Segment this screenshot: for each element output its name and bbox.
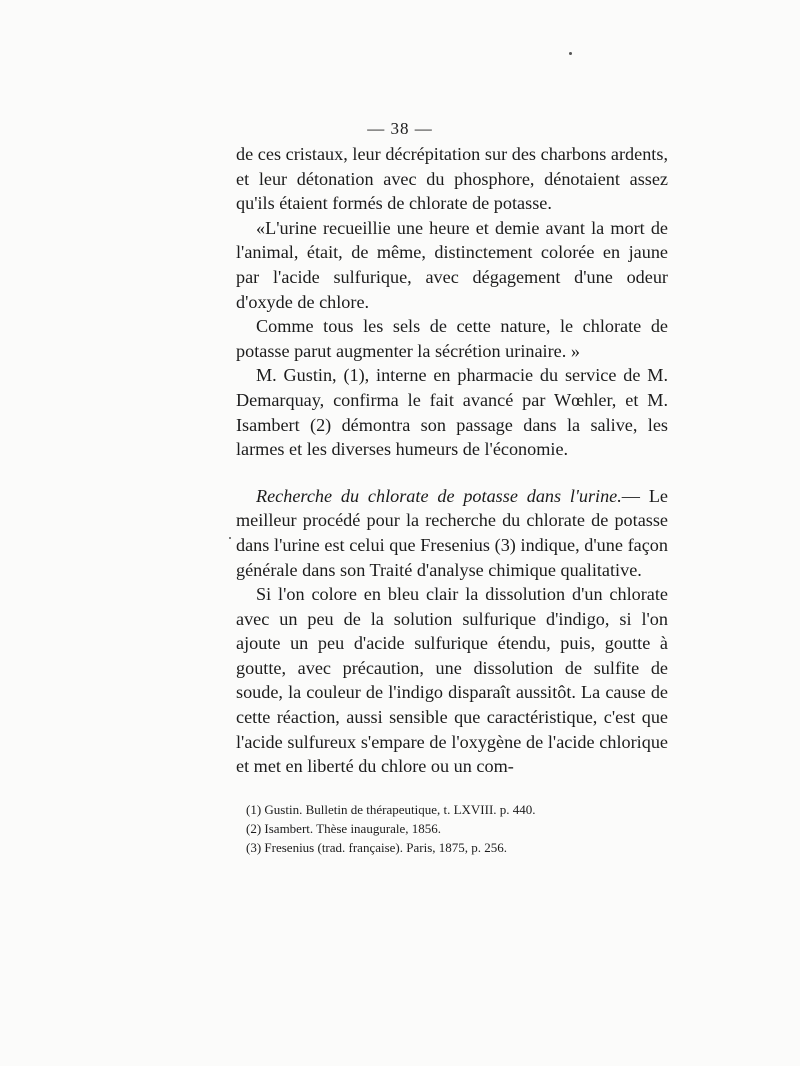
footnotes: [246, 800, 666, 857]
footnote-2: (2) Isambert. Thèse inaugurale, 1856.: [246, 821, 442, 836]
section-heading: Recherche du chlorate de potasse dans l'urine.: [256, 485, 622, 506]
paragraph-5: [236, 484, 668, 582]
page-number: — 38 —: [367, 119, 433, 138]
paper-speck: [569, 52, 572, 55]
body-text: [236, 142, 668, 779]
paragraph-1: de ces cristaux, leur décrépitation sur des charbons ardents, et leur détonation avec du phosphore, dénotaient assez qu'ils étaient formés de chlorate de potasse.: [236, 144, 668, 214]
paragraph-6: Si l'on colore en bleu clair la dissolution d'un chlorate avec un peu de la solution sulfurique d'indigo, si l'on ajoute un peu d'acide sulfurique étendu, puis, goutte à goutte, avec précaution, une dissolution de sulfite de soude, la couleur de l'indigo disparaît aussitôt. La cause de cette réaction, aussi sensible que caractéristique, c'est que l'acide sulfureux s'empare de l'oxygène de l'acide chlorique et met en liberté du chlore ou un com-: [236, 584, 668, 777]
paragraph-2: «L'urine recueillie une heure et demie avant la mort de l'animal, était, de même, distinctement colorée en jaune par l'acide sulfurique, avec dégagement d'une odeur d'oxyde de chlore.: [236, 217, 668, 312]
footnote-3: (3) Fresenius (trad. française). Paris, 1875, p. 256.: [246, 840, 508, 855]
paper-speck: [229, 537, 231, 539]
paragraph-5-text: — Le meilleur procédé pour la recherche du chlorate de potasse dans l'urine est celui que Fresenius (3) indique, d'une façon générale dans son Traité d'analyse chimique qualitative.: [236, 485, 668, 580]
paragraph-4: M. Gustin, (1), interne en pharmacie du service de M. Demarquay, confirma le fait avancé par Wœhler, et M. Isambert (2) démontra son passage dans la salive, les larmes et les diverses humeurs de l'économie.: [236, 365, 668, 460]
footnote-1: (1) Gustin. Bulletin de thérapeutique, t. LXVIII. p. 440.: [246, 802, 536, 817]
paragraph-3: Comme tous les sels de cette nature, le chlorate de potasse parut augmenter la sécrétion urinaire. »: [236, 316, 668, 361]
